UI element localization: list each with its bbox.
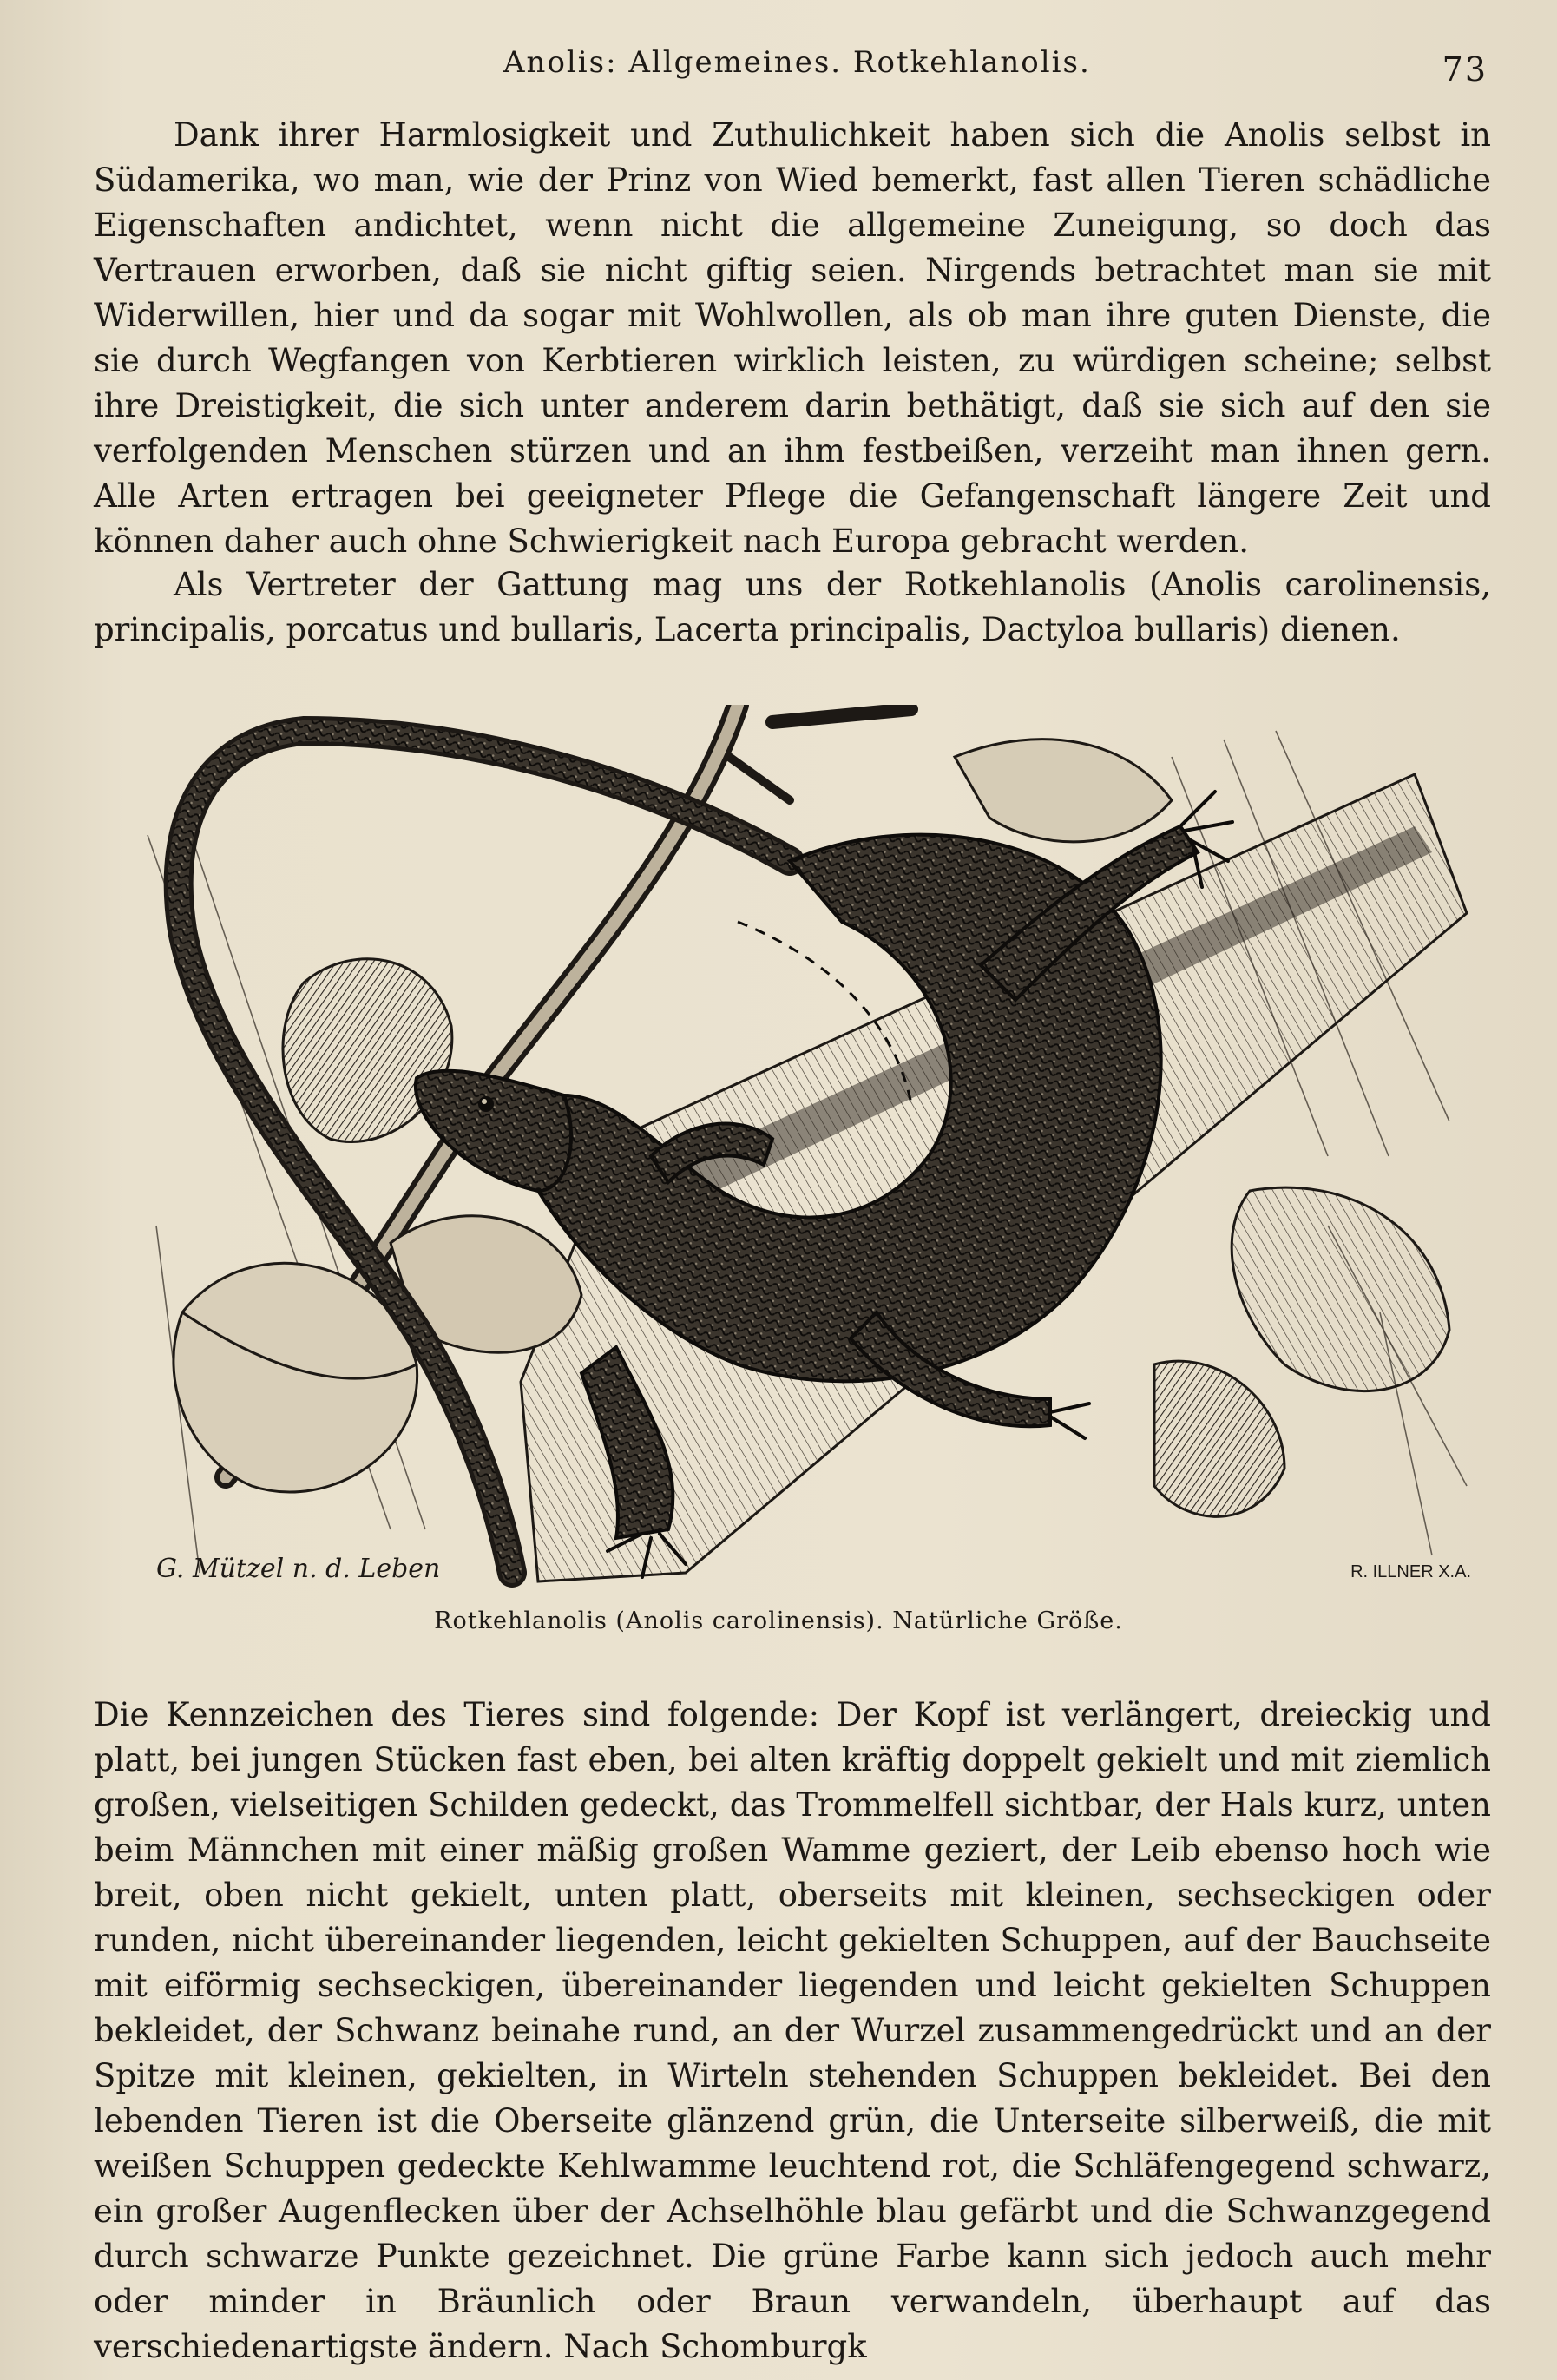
paragraph-characteristics: Die Kennzeichen des Tieres sind folgende: Der Kopf ist verlängert, dreieckig und platt, bei jungen Stücken fast eben, bei alten kräftig doppelt gekielt und mit ziemlich großen, vielseitigen Schilden gedeckt, das Trommelfell sichtbar, der Hals kurz, unten beim Männchen mit einer mäßig großen Wamme geziert, der Leib ebenso hoch wie breit, oben nicht gekielt, unten platt, oberseits mit kleinen, sechseckigen oder runden, nicht übereinander liegenden, leicht gekielten Schuppen, auf der Bauchseite mit eiförmig sechseckigen, übereinander liegenden und leicht gekielten Schuppen bekleidet, der Schwanz beinahe rund, an der Wurzel zusammengedrückt und an der Spitze mit kleinen, gekielten, in Wirteln stehenden Schuppen bekleidet. Bei den lebenden Tieren ist die Oberseite glänzend grün, die Unterseite silberweiß, die mit weißen Schuppen gedeckte Kehlwamme leuchtend rot, die Schläfengegend schwarz, ein großer Augenflecken über der Achselhöhle blau gefärbt und die Schwanzgegend durch schwarze Punkte gezeichnet. Die grüne Farbe kann sich jedoch auch mehr oder minder in Bräunlich oder Braun verwandeln, überhaupt auf das verschiedenartigste ändern. Nach Schomburgk [94,1696,1491,2365]
page-number: 73 [1442,50,1488,89]
lizard-engraving [130,705,1471,1594]
artist-signature: G. Mützel n. d. Leben [156,1554,441,1584]
paragraph-representative: Als Vertreter der Gattung mag uns der Rotkehlanolis (Anolis carolinensis, principalis, porcatus und bullaris, Lacerta principalis, Dactyloa bullaris) dienen. [94,566,1491,648]
engraver-signature: R. ILLNER X.A. [1350,1562,1471,1581]
figure-caption: Rotkehlanolis (Anolis carolinensis). Natürliche Größe. [434,1607,1123,1634]
lizard-eye [478,1096,494,1112]
paragraph-harmlessness: Dank ihrer Harmlosigkeit und Zuthulichkeit haben sich die Anolis selbst in Südamerika, wo man, wie der Prinz von Wied bemerkt, fast allen Tieren schädliche Eigenschaften andichtet, wenn nicht die allgemeine Zuneigung, so doch das Vertrauen erworben, daß sie nicht giftig seien. Nirgends betrachtet man sie mit Widerwillen, hier und da sogar mit Wohlwollen, als ob man ihre guten Dienste, die sie durch Wegfangen von Kerbtieren wirklich leisten, zu würdigen scheine; selbst ihre Dreistigkeit, die sich unter anderem darin bethätigt, daß sie sich auf den sie verfolgenden Menschen stürzen und an ihm festbeißen, verzeiht man ihnen gern. Alle Arten ertragen bei geeigneter Pflege die Gefangenschaft längere Zeit und können daher auch ohne Schwierigkeit nach Europa gebracht werden. [94,116,1491,560]
running-header [503,45,1488,97]
running-title: Anolis: Allgemeines. Rotkehlanolis. [503,45,1091,80]
